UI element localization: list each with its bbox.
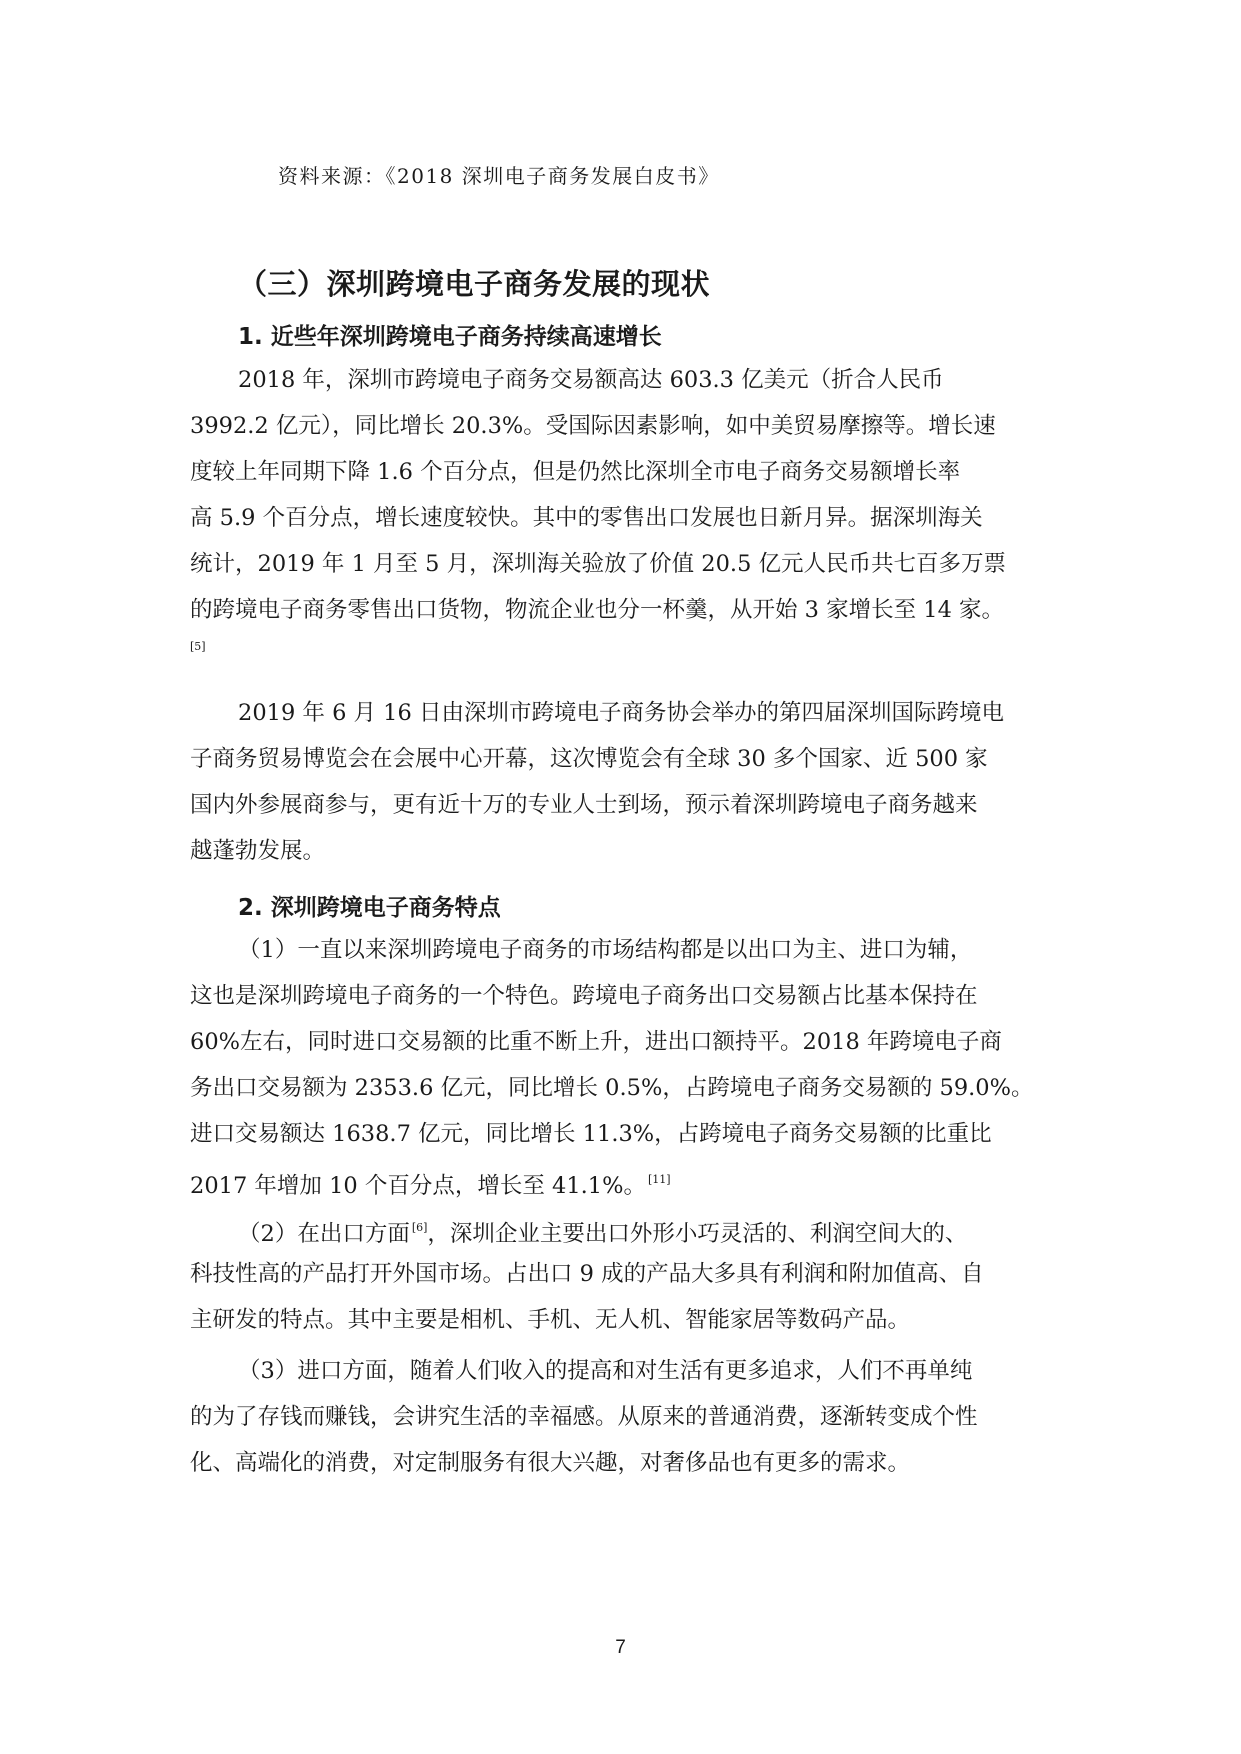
paragraph-line-text: （2）在出口方面 <box>238 1221 410 1247</box>
paragraph-line: 2019 年 6 月 16 日由深圳市跨境电子商务协会举办的第四届深圳国际跨境电 <box>238 700 1004 726</box>
paragraph-line: 的跨境电子商务零售出口货物，物流企业也分一杯羹，从开始 3 家增长至 14 家。 <box>190 597 1005 623</box>
citation-ref: [5] <box>190 640 206 653</box>
page-number: 7 <box>615 1637 626 1658</box>
citation-ref: [6] <box>411 1221 428 1234</box>
source-note: 资料来源：《2018 深圳电子商务发展白皮书》 <box>278 164 720 188</box>
paragraph-line-text: 2017 年增加 10 个百分点，增长至 41.1%。 <box>190 1173 646 1199</box>
paragraph-line: 统计，2019 年 1 月至 5 月，深圳海关验放了价值 20.5 亿元人民币共七百多万票 <box>190 551 1007 577</box>
paragraph-line: 这也是深圳跨境电子商务的一个特色。跨境电子商务出口交易额占比基本保持在 <box>190 983 978 1009</box>
subsection-heading-2: 2. 深圳跨境电子商务特点 <box>238 895 501 921</box>
paragraph-line: 度较上年同期下降 1.6 个百分点，但是仍然比深圳全市电子商务交易额增长率 <box>190 459 961 485</box>
subsection-heading-1: 1. 近些年深圳跨境电子商务持续高速增长 <box>238 324 662 350</box>
paragraph-line: （1）一直以来深圳跨境电子商务的市场结构都是以出口为主、进口为辅， <box>238 937 973 963</box>
paragraph-line: 国内外参展商参与，更有近十万的专业人士到场，预示着深圳跨境电子商务越来 <box>190 792 978 818</box>
paragraph-line: 进口交易额达 1638.7 亿元，同比增长 11.3%，占跨境电子商务交易额的比重比 <box>190 1121 992 1147</box>
paragraph-line: 2018 年，深圳市跨境电子商务交易额高达 603.3 亿美元（折合人民币 <box>238 367 944 393</box>
paragraph-line: 3992.2 亿元），同比增长 20.3%。受国际因素影响，如中美贸易摩擦等。增长速 <box>190 413 996 439</box>
paragraph-line: 的为了存钱而赚钱，会讲究生活的幸福感。从原来的普通消费，逐渐转变成个性 <box>190 1404 978 1430</box>
paragraph-line: 化、高端化的消费，对定制服务有很大兴趣，对奢侈品也有更多的需求。 <box>190 1450 911 1476</box>
paragraph-line: 子商务贸易博览会在会展中心开幕，这次博览会有全球 30 多个国家、近 500 家 <box>190 746 988 772</box>
citation-ref: [11] <box>647 1173 671 1186</box>
paragraph-line: 务出口交易额为 2353.6 亿元，同比增长 0.5%，占跨境电子商务交易额的 59.0%。 <box>190 1075 1034 1101</box>
paragraph-line: 越蓬勃发展。 <box>190 838 326 864</box>
paragraph-line <box>238 1213 967 1249</box>
paragraph-line: 高 5.9 个百分点，增长速度较快。其中的零售出口发展也日新月异。据深圳海关 <box>190 505 983 531</box>
paragraph-line: 科技性高的产品打开外国市场。占出口 9 成的产品大多具有利润和附加值高、自 <box>190 1261 984 1287</box>
paragraph-line <box>190 1165 671 1201</box>
paragraph-line: 60%左右，同时进口交易额的比重不断上升，进出口额持平。2018 年跨境电子商 <box>190 1029 1002 1055</box>
paragraph-line-text: ，深圳企业主要出口外形小巧灵活的、利润空间大的、 <box>427 1221 968 1247</box>
paragraph-line: 主研发的特点。其中主要是相机、手机、无人机、智能家居等数码产品。 <box>190 1307 911 1333</box>
paragraph-line: （3）进口方面，随着人们收入的提高和对生活有更多追求，人们不再单纯 <box>238 1358 973 1384</box>
section-heading: （三）深圳跨境电子商务发展的现状 <box>238 267 711 301</box>
